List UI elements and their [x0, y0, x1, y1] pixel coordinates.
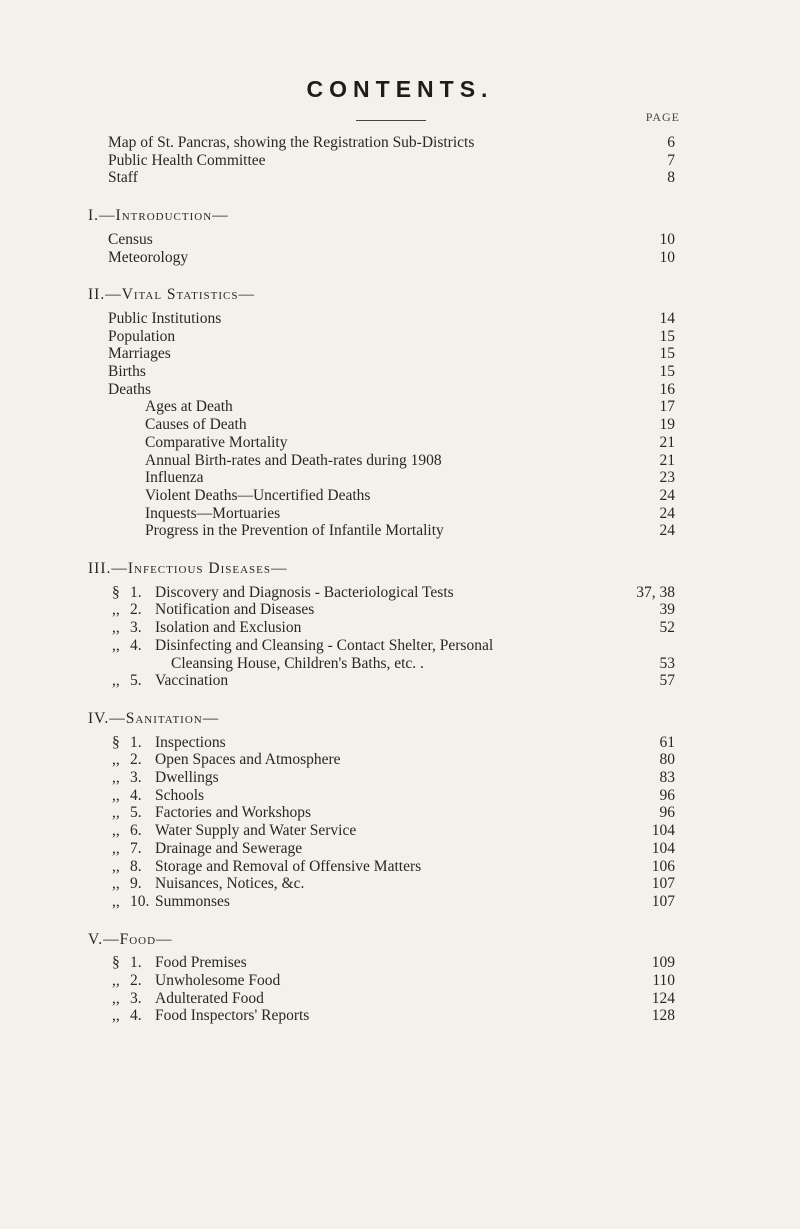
item-label: Factories and Workshops — [155, 804, 312, 822]
item-page: 104 — [651, 822, 675, 840]
item-label: Progress in the Prevention of Infantile Mortality — [145, 522, 444, 540]
item-page: 96 — [659, 804, 675, 822]
item-page: 10 — [659, 248, 675, 266]
section-mark: ,, — [112, 769, 120, 786]
item-label: Nuisances, Notices, &c. — [155, 875, 305, 893]
toc-row — [0, 708, 800, 730]
item-label: Population — [108, 327, 176, 345]
item-number: 1. — [130, 583, 142, 601]
item-number: 10. — [130, 892, 150, 910]
item-page: 17 — [659, 398, 675, 416]
page-title: CONTENTS. — [306, 76, 494, 102]
entry-label: Staff — [108, 169, 138, 187]
item-number: 8. — [130, 857, 142, 875]
section-mark: ,, — [112, 822, 120, 840]
item-label: Public Institutions — [108, 309, 222, 327]
section-mark: ,, — [112, 857, 120, 875]
item-label: Summonses — [155, 892, 230, 910]
item-label: Deaths — [108, 380, 152, 398]
item-page: 24 — [659, 504, 675, 522]
entry-label: Map of St. Pancras, showing the Registration Sub-Districts — [108, 134, 475, 151]
item-page: 24 — [659, 522, 675, 540]
section-mark: ,, — [112, 636, 120, 654]
item-page: 21 — [659, 451, 675, 469]
item-page: 107 — [651, 892, 675, 910]
item-page: 21 — [659, 433, 675, 451]
item-label: Violent Deaths—Uncertified Deaths — [145, 486, 371, 504]
item-page: 128 — [651, 1007, 675, 1025]
item-number: 4. — [130, 1007, 142, 1025]
item-number: 5. — [130, 672, 142, 690]
item-page: 15 — [659, 363, 675, 380]
item-number: 7. — [130, 839, 142, 857]
section-heading: IV.—Sanitation— — [88, 709, 220, 727]
item-label: Food Inspectors' Reports — [155, 1007, 310, 1025]
item-label: Causes of Death — [145, 416, 247, 434]
item-label: Marriages — [108, 345, 171, 363]
item-number: 4. — [130, 636, 142, 654]
item-page: 96 — [659, 786, 675, 804]
item-page: 15 — [659, 345, 675, 363]
item-page: 80 — [659, 751, 675, 769]
section-mark: ,, — [112, 619, 120, 637]
item-label: Meteorology — [108, 248, 189, 266]
item-number: 1. — [130, 733, 142, 751]
toc-row — [0, 929, 800, 951]
item-number: 5. — [130, 804, 142, 822]
item-label: Drainage and Sewerage — [155, 839, 303, 857]
section-mark: ,, — [112, 804, 120, 822]
item-page: 106 — [651, 857, 675, 875]
section-mark: ,, — [112, 1007, 120, 1025]
entry-page: 6 — [667, 134, 675, 151]
item-page: 107 — [651, 875, 675, 893]
item-page: 37, 38 — [636, 583, 675, 601]
item-label: Water Supply and Water Service — [155, 822, 357, 840]
item-label: Inquests—Mortuaries — [145, 504, 281, 522]
item-page: 124 — [651, 989, 675, 1007]
item-page: 53 — [659, 654, 675, 672]
item-page: 14 — [659, 309, 675, 327]
item-label: Notification and Diseases — [155, 601, 315, 619]
toc-row — [0, 205, 800, 227]
item-label: Comparative Mortality — [145, 433, 288, 451]
item-page: 24 — [659, 486, 675, 504]
toc-row — [0, 247, 800, 269]
toc-row — [0, 891, 800, 913]
toc-row — [0, 520, 800, 542]
item-page: 110 — [652, 972, 675, 989]
section-mark: ,, — [112, 786, 120, 804]
item-label: Storage and Removal of Offensive Matters — [155, 857, 422, 875]
item-label: Disinfecting and Cleansing - Contact Shelter, Personal — [155, 636, 494, 654]
entry-page: 7 — [667, 151, 675, 169]
section-mark: ,, — [112, 989, 120, 1007]
item-number: 2. — [130, 751, 142, 769]
entry-label: Public Health Committee — [108, 151, 266, 169]
item-number: 3. — [130, 989, 142, 1007]
item-page: 83 — [659, 769, 675, 786]
item-label: Food Premises — [155, 954, 247, 972]
item-label: Dwellings — [155, 769, 219, 786]
item-page: 16 — [659, 380, 675, 398]
item-page: 52 — [659, 619, 675, 637]
item-page: 61 — [659, 733, 675, 751]
item-number: 2. — [130, 601, 142, 619]
item-number: 2. — [130, 972, 142, 989]
item-label: Isolation and Exclusion — [155, 619, 302, 637]
item-label: Cleansing House, Children's Baths, etc. . — [171, 654, 424, 672]
item-label: Open Spaces and Atmosphere — [155, 751, 341, 769]
item-label: Schools — [155, 786, 205, 804]
item-page: 57 — [659, 672, 675, 690]
toc-row — [0, 284, 800, 306]
item-label: Census — [108, 230, 153, 248]
item-label: Births — [108, 363, 146, 380]
item-label: Vaccination — [155, 672, 229, 690]
toc-row — [0, 558, 800, 580]
item-page: 19 — [659, 416, 675, 434]
item-page: 104 — [651, 839, 675, 857]
section-heading: III.—Infectious Diseases— — [88, 560, 288, 577]
section-mark: ,, — [112, 672, 120, 690]
item-label: Discovery and Diagnosis - Bacteriological Tests — [155, 583, 454, 601]
item-label: Ages at Death — [145, 398, 233, 416]
section-mark: ,, — [112, 751, 120, 769]
section-heading: I.—Introduction— — [88, 207, 229, 225]
item-page: 15 — [659, 327, 675, 345]
section-mark: ,, — [112, 972, 120, 989]
toc-row — [0, 1005, 800, 1027]
item-page: 10 — [659, 230, 675, 248]
toc-row — [0, 167, 800, 189]
entry-page: 8 — [667, 169, 675, 187]
item-number: 1. — [130, 954, 142, 972]
item-number: 4. — [130, 786, 142, 804]
item-label: Adulterated Food — [155, 989, 264, 1007]
section-mark: ,, — [112, 839, 120, 857]
page-column-header: PAGE — [645, 110, 680, 124]
item-page: 23 — [659, 469, 675, 487]
item-number: 6. — [130, 822, 142, 840]
title-rule — [356, 120, 426, 121]
item-label: Annual Birth-rates and Death-rates during 1908 — [145, 451, 442, 469]
item-label: Influenza — [145, 469, 204, 487]
section-heading: V.—Food— — [88, 930, 173, 948]
toc-row — [0, 670, 800, 692]
item-page: 39 — [659, 601, 675, 619]
section-mark: ,, — [112, 892, 120, 910]
item-number: 9. — [130, 875, 142, 893]
item-label: Inspections — [155, 733, 226, 751]
section-mark: ,, — [112, 875, 120, 893]
section-mark: ,, — [112, 601, 120, 619]
section-heading: II.—Vital Statistics— — [88, 286, 255, 304]
section-mark: § — [112, 583, 120, 601]
section-mark: § — [112, 954, 120, 972]
item-number: 3. — [130, 769, 142, 786]
item-label: Unwholesome Food — [155, 972, 281, 989]
section-mark: § — [112, 733, 120, 751]
item-number: 3. — [130, 619, 142, 637]
item-page: 109 — [651, 954, 675, 972]
